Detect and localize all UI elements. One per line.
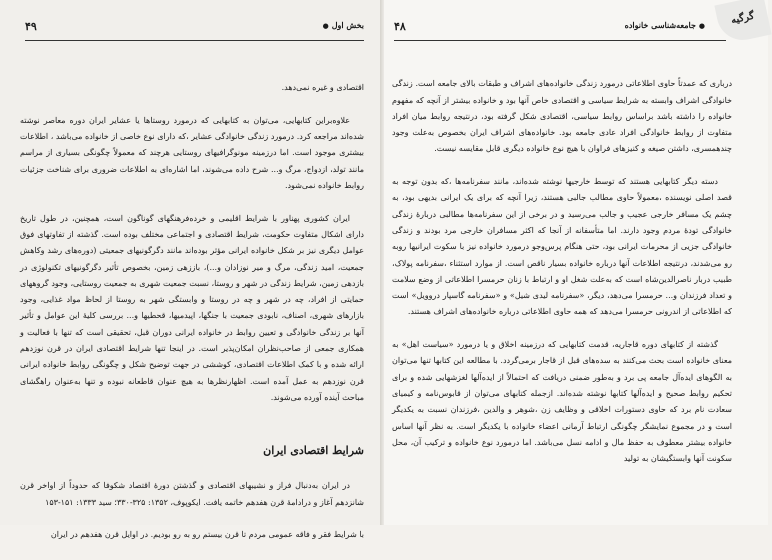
header-rule bbox=[25, 40, 364, 41]
paragraph: علاوه‌براین کتابهایی، می‌توان به کتابهایی که درمورد روستاها یا عشایر ایران دوره معاصر نوشته شده‌اند مراجعه کرد. درمورد زندگی خانوادگی عشایر ،که دارای نوع خاصی از خانواده می‌باشد ، اطلاعات بیشتری موجود است. اما درزمینه مونوگرافیهای روستایی هرچند که معمولاً چگونگی بسیاری از مراسم مانند تولد، ازدواج، مرگ و... شرح داده می‌شوند، اما اشاره‌ای به اطلاعات ضروری برای شناخت جزئیات روابط خانواده نمی‌شود. bbox=[20, 115, 364, 191]
section-body-text bbox=[20, 462, 364, 540]
paragraph: اقتصادی و غیره نمی‌دهد. bbox=[281, 83, 364, 93]
paragraph: در ایران به‌دنبال فراز و نشیبهای اقتصادی و گذشتن دورهٔ اقتصاد شکوفا که حدوداً از اواخر قرن شانزدهم آغاز و درادامهٔ قرن هفدهم خاتمه یافت. ایکوپوف، ۱۳۵۲: ۳۲۵-۳۳۰؛ سید ۱۳۳۳: ۱۵۱-۱۵۳ bbox=[20, 481, 364, 507]
paragraph: ایران کشوری پهناور با شرایط اقلیمی و خرده‌فرهنگهای گوناگون است، همچنین، در طول تاریخ دارای اشکال متفاوت حکومت، شرایط اقتصادی و اجتماعی مختلف بوده است. گذشته از تفاوتهای فوق عوامل دیگری نیز بر شکل خانواده ایرانی مؤثر بوده‌اند مانند دگرگونیهای جمعیتی (دوره‌های رشد وکاهش جمعیت، امید زندگی، مرگ و میر نوزادان و...)، باززهی زمین، بخصوص تأثیر دگرگونیهای تکنولوژی در بازدهی زمین، شرایط زندگی در شهر و روستا، نسبت جمعیت شهری به جمعیت روستایی، وجود گروههای حمایتی از افراد، چه در شهر و چه در روستا و وابستگی شهر به روستا از لحاظ مواد غذایی، وجود بازارهای شهری، اصناف، نابودی جمعیت با جنگها، اپیدمیها، قحطیها و... بررسی کلیهٔ این عوامل و تأثیر آنها بر زندگی خانوادگی و تعیین روابط در خانواده ایرانی دوران قبل، تحقیقی است که تنها با فعالیت و همکاری جمعی از صاحب‌نظران امکان‌پذیر است. در اینجا تنها شرایط اقتصادی ایران در قرن نوزدهم ارائه شده و با کمک اطلاعات اقتصادی، کوششی در جهت توضیح شکل و چگونگی روابط خانواده ایرانی قرن نوزدهم به عمل آمده است. اظهارنظرها به هیچ عنوان قاطعانه نبوده و تنها به‌عنوان راهگشای مباحث آینده آورده می‌شوند. bbox=[20, 213, 364, 402]
paragraph: دسته دیگر کتابهایی هستند که توسط خارجیها نوشته شده‌اند، مانند سفرنامه‌ها ،که بدون توجه به قصد اصلی نویسنده ،معمولاً حاوی مطالب جالبی هستند، زیرا آنچه که برای یک ایرانی بدیهی بود، به چشم یک مسافر خارجی عجیب و جالب می‌رسید و در برخی از این سفرنامه‌ها مطالبی دربارهٔ زندگی خانوادگی تودهٔ مردم وجود دارند. اما متأسفانه از آنجا که اکثر مسافران خارجی مرد بودند و زندگی خانوادگی جزیی از محرمات ایرانی بود، حتی هنگام پرس‌وجو درمورد خانواده نیز با سکوت ایرانیها روبه رو می‌شدند، درنتیجه اطلاعات آنها درباره خانواده بسیار ناقص است. از موارد استثناء ،سفرنامه پولاک، طبیب دربار ناصرالدین‌شاه است که به‌علت شغل او و ارتباط با زنان حرمسرا اطلاعاتی از وضع سلامت و تعداد فرزندان و... حرمسرا می‌دهد، دیگر، «سفرنامه لیدی شیل» و «سفرنامه گاسپار دروویل» است که اطلاعاتی از اندرونی حرمسرا می‌دهد که همه حاوی اطلاعاتی درباره خانواده‌های اشراف هستند. bbox=[392, 177, 732, 317]
body-text bbox=[392, 60, 732, 522]
publisher-logo: گرگیه bbox=[714, 0, 771, 45]
header-rule bbox=[394, 40, 726, 41]
paragraph: گذشته از کتابهای دوره قاجاریه، قدمت کتابهایی که درزمینه اخلاق و یا درمورد «سیاست اهل» به معنای خانواده است بحث می‌کنند به سده‌های قبل از قاجار برمی‌گردد. با مطالعه این کتابها تنها می‌توان به الگوهای ایده‌آل جامعه پی برد و به‌طور ضمنی دریافت که احتمالاً از ایده‌آلها لغزشهایی شده و برای تحکیم روابط صحیح و ایده‌آلها کتابها نوشته شده‌اند. ازجمله کتابهای می‌توان از قابوس‌نامه و کیمیای سعادت نام برد که حاوی دستورات اخلاقی و وظایف زن ،شوهر و والدین ،فرزندان نسبت به یکدیگر است و در مجموع نمایشگر چگونگی ارتباط آرمانی اعضاء خانواده با یکدیگر است. به نظر آنها اساس خانواده بیشتر معطوف به حفظ مال و ادامه نسل می‌باشد. اما درمورد نوع خانواده و ترکیب آن، محل سکونت آنها وابستگیشان به تولید bbox=[392, 340, 732, 464]
paragraph: با شرایط فقر و فاقه عمومی مردم تا قرن بیستم رو به رو بودیم. در اوایل قرن هفدهم در ایران bbox=[50, 530, 364, 540]
running-title: بخش اول● bbox=[322, 20, 364, 30]
page-header bbox=[394, 20, 708, 36]
page-number: ۴۸ bbox=[394, 20, 406, 33]
section-heading: شرایط اقتصادی ایران bbox=[263, 444, 364, 457]
right-page bbox=[384, 0, 768, 525]
page-header bbox=[25, 20, 364, 36]
body-text bbox=[20, 64, 364, 402]
paragraph: درباری که عمدتاً حاوی اطلاعاتی درمورد زندگی خانواده‌های اشراف و طبقات بالای جامعه است. زندگی خانوادگی اشراف وابسته به شرایط سیاسی و اقتصادی خاص آنها بود و خانواده بیشتر از آنچه که مفهوم خانواده را داشته باشد براساس روابط سیاسی، اقتصادی شکل گرفته بود، درنتیجه روابط میان افراد متفاوت از روابط خانوادگی افراد عادی جامعه بود. خانواده‌های اشراف ایران بخصوص به‌علت وجود چندهمسری، داشتن صیغه و کنیزهای فراوان با هیچ نوع خانواده دیگری قابل مقایسه نیست. bbox=[392, 79, 732, 154]
page-number: ۴۹ bbox=[25, 20, 37, 33]
left-page bbox=[0, 0, 384, 540]
running-title: ●جامعه‌شناسی خانواده bbox=[624, 20, 705, 30]
